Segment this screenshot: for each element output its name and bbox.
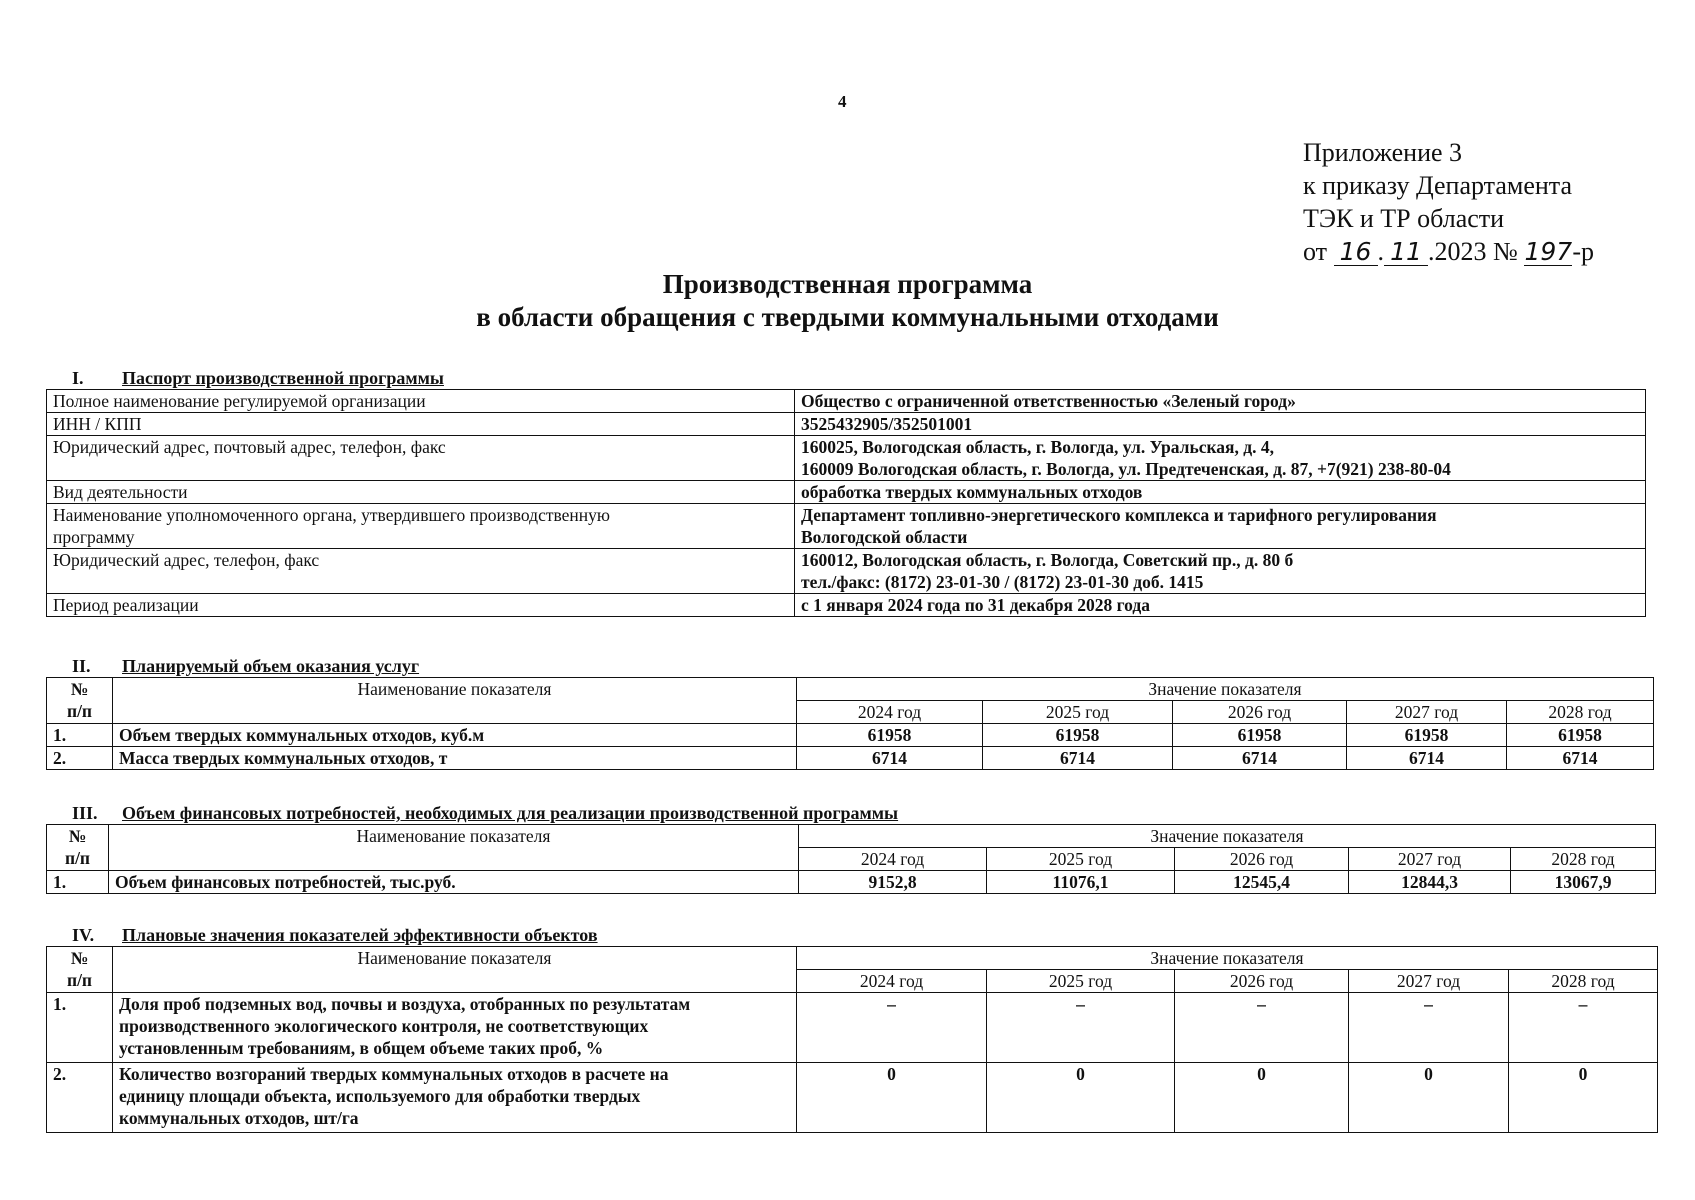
section1-title: Паспорт производственной программы <box>122 368 444 388</box>
passport-label-line: программу <box>53 527 135 547</box>
header-row <box>47 678 1654 701</box>
col-no-header: № п/п <box>47 678 113 724</box>
year-header: 2026 год <box>1173 701 1347 724</box>
col-value-header: Значение показателя <box>797 947 1658 970</box>
section1-number: I. <box>72 368 84 388</box>
finance-table <box>46 824 1656 894</box>
year-header: 2025 год <box>987 848 1175 871</box>
passport-value <box>795 436 1646 481</box>
row-name: Масса твердых коммунальных отходов, т <box>113 747 797 770</box>
passport-label: Юридический адрес, почтовый адрес, телефон, факс <box>47 436 795 481</box>
col-value-header: Значение показателя <box>797 678 1654 701</box>
passport-label: Вид деятельности <box>47 481 795 504</box>
row-value: 6714 <box>1347 747 1507 770</box>
col-no-header: № п/п <box>47 825 109 871</box>
passport-value-line: Вологодской области <box>801 527 968 547</box>
row-name <box>113 1063 797 1133</box>
row-name-line: установленным требованиям, в общем объеме таких проб, % <box>119 1038 604 1058</box>
col-name-header: Наименование показателя <box>113 947 797 993</box>
passport-label: Полное наименование регулируемой организации <box>47 390 795 413</box>
row-value: 0 <box>987 1063 1175 1133</box>
table-row <box>47 1063 1658 1133</box>
passport-row <box>47 413 1646 436</box>
passport-row <box>47 390 1646 413</box>
passport-value <box>795 549 1646 594</box>
header-row <box>47 947 1658 970</box>
services-table <box>46 677 1654 770</box>
year-header: 2027 год <box>1349 970 1509 993</box>
row-value: 61958 <box>797 724 983 747</box>
row-value: 0 <box>1175 1063 1349 1133</box>
row-number: 2. <box>47 747 113 770</box>
row-number: 2. <box>47 1063 113 1133</box>
row-name-line: производственного экологического контроля, не соответствующих <box>119 1016 649 1036</box>
row-value: 0 <box>1509 1063 1658 1133</box>
passport-row <box>47 594 1646 617</box>
passport-row <box>47 504 1646 549</box>
passport-label-line: Наименование уполномоченного органа, утвердившего производственную <box>53 505 610 525</box>
year-header: 2028 год <box>1511 848 1656 871</box>
row-value: 0 <box>1349 1063 1509 1133</box>
year-header: 2025 год <box>983 701 1173 724</box>
order-suffix: -р <box>1572 237 1595 266</box>
table-row <box>47 993 1658 1063</box>
row-value: 61958 <box>983 724 1173 747</box>
passport-value-line: тел./факс: (8172) 23-01-30 / (8172) 23-01-30 доб. 1415 <box>801 572 1204 592</box>
row-value: – <box>1349 993 1509 1063</box>
year-header: 2027 год <box>1349 848 1511 871</box>
efficiency-table <box>46 946 1658 1133</box>
row-name-line: единицу площади объекта, используемого для обработки твердых <box>119 1086 641 1106</box>
col-name-header: Наименование показателя <box>113 678 797 724</box>
section4-number: IV. <box>72 925 95 945</box>
year-header: 2028 год <box>1509 970 1658 993</box>
date-year: .2023 № <box>1428 237 1518 266</box>
year-header: 2025 год <box>987 970 1175 993</box>
appendix-line-2: к приказу Департамента <box>1303 171 1573 200</box>
section4-heading <box>46 925 598 946</box>
section3-heading <box>46 803 898 824</box>
appendix-line-1: Приложение 3 <box>1303 138 1463 167</box>
row-value: 12545,4 <box>1175 871 1349 894</box>
row-value: 11076,1 <box>987 871 1175 894</box>
row-name-line: коммунальных отходов, шт/га <box>119 1108 359 1128</box>
col-value-header: Значение показателя <box>799 825 1656 848</box>
table-row <box>47 871 1656 894</box>
row-name-line: Доля проб подземных вод, почвы и воздуха, отобранных по результатам <box>119 994 691 1014</box>
section3-title: Объем финансовых потребностей, необходимых для реализации производственной программы <box>122 803 899 823</box>
passport-table <box>46 389 1646 617</box>
title-line-2: в области обращения с твердыми коммунальными отходами <box>476 302 1219 332</box>
row-name-line: Количество возгораний твердых коммунальных отходов в расчете на <box>119 1064 669 1084</box>
header-row <box>47 825 1656 848</box>
passport-label: Юридический адрес, телефон, факс <box>47 549 795 594</box>
section2-title: Планируемый объем оказания услуг <box>122 656 420 676</box>
year-header: 2026 год <box>1175 970 1349 993</box>
date-prefix: от <box>1303 237 1328 266</box>
passport-value-line: 160009 Вологодская область, г. Вологда, ул. Предтеченская, д. 87, +7(921) 238-80-04 <box>801 459 1451 479</box>
row-value: 6714 <box>983 747 1173 770</box>
row-value: 6714 <box>1173 747 1347 770</box>
table-row <box>47 724 1654 747</box>
document-title <box>0 268 1695 334</box>
passport-label: ИНН / КПП <box>47 413 795 436</box>
order-number: 197 <box>1524 237 1573 266</box>
table-row <box>47 747 1654 770</box>
row-value: 13067,9 <box>1511 871 1656 894</box>
row-value: 61958 <box>1173 724 1347 747</box>
section3-number: III. <box>72 803 98 823</box>
row-value: 6714 <box>1507 747 1654 770</box>
date-day: 16 <box>1334 239 1378 266</box>
passport-value: обработка твердых коммунальных отходов <box>795 481 1646 504</box>
row-value: 0 <box>797 1063 987 1133</box>
row-value: – <box>797 993 987 1063</box>
year-header: 2024 год <box>797 970 987 993</box>
year-header: 2026 год <box>1175 848 1349 871</box>
row-value: 6714 <box>797 747 983 770</box>
row-value: 12844,3 <box>1349 871 1511 894</box>
row-value: 61958 <box>1347 724 1507 747</box>
row-number: 1. <box>47 871 109 894</box>
passport-row <box>47 549 1646 594</box>
appendix-line-3: ТЭК и ТР области <box>1303 204 1505 233</box>
year-header: 2027 год <box>1347 701 1507 724</box>
row-value: – <box>1175 993 1349 1063</box>
passport-value <box>795 504 1646 549</box>
year-header: 2028 год <box>1507 701 1654 724</box>
passport-label <box>47 504 795 549</box>
passport-label: Период реализации <box>47 594 795 617</box>
col-no-header: № п/п <box>47 947 113 993</box>
section4-title: Плановые значения показателей эффективности объектов <box>122 925 598 945</box>
col-name-header: Наименование показателя <box>109 825 799 871</box>
passport-value-line: 160025, Вологодская область, г. Вологда, ул. Уральская, д. 4, <box>801 437 1274 457</box>
section1-heading <box>46 368 444 389</box>
section2-heading <box>46 656 419 677</box>
row-number: 1. <box>47 724 113 747</box>
passport-value: с 1 января 2024 года по 31 декабря 2028 года <box>795 594 1646 617</box>
year-header: 2024 год <box>799 848 987 871</box>
year-header: 2024 год <box>797 701 983 724</box>
passport-value-line: 160012, Вологодская область, г. Вологда, Советский пр., д. 80 б <box>801 550 1294 570</box>
row-name <box>113 993 797 1063</box>
passport-value: 3525432905/352501001 <box>795 413 1646 436</box>
row-value: 9152,8 <box>799 871 987 894</box>
row-value: – <box>1509 993 1658 1063</box>
title-line-1: Производственная программа <box>662 269 1033 299</box>
row-value: 61958 <box>1507 724 1654 747</box>
page-number: 4 <box>838 92 847 111</box>
passport-value-line: Департамент топливно-энергетического комплекса и тарифного регулирования <box>801 505 1437 525</box>
passport-row <box>47 481 1646 504</box>
date-month: 11 <box>1384 239 1428 266</box>
row-number: 1. <box>47 993 113 1063</box>
section2-number: II. <box>72 656 91 676</box>
appendix-date-line: от 16 . 11 .2023 № 197-р <box>1303 237 1595 266</box>
row-name: Объем финансовых потребностей, тыс.руб. <box>109 871 799 894</box>
row-value: – <box>987 993 1175 1063</box>
row-name: Объем твердых коммунальных отходов, куб.м <box>113 724 797 747</box>
passport-row <box>47 436 1646 481</box>
appendix-block <box>1303 136 1594 268</box>
passport-value: Общество с ограниченной ответственностью «Зеленый город» <box>795 390 1646 413</box>
